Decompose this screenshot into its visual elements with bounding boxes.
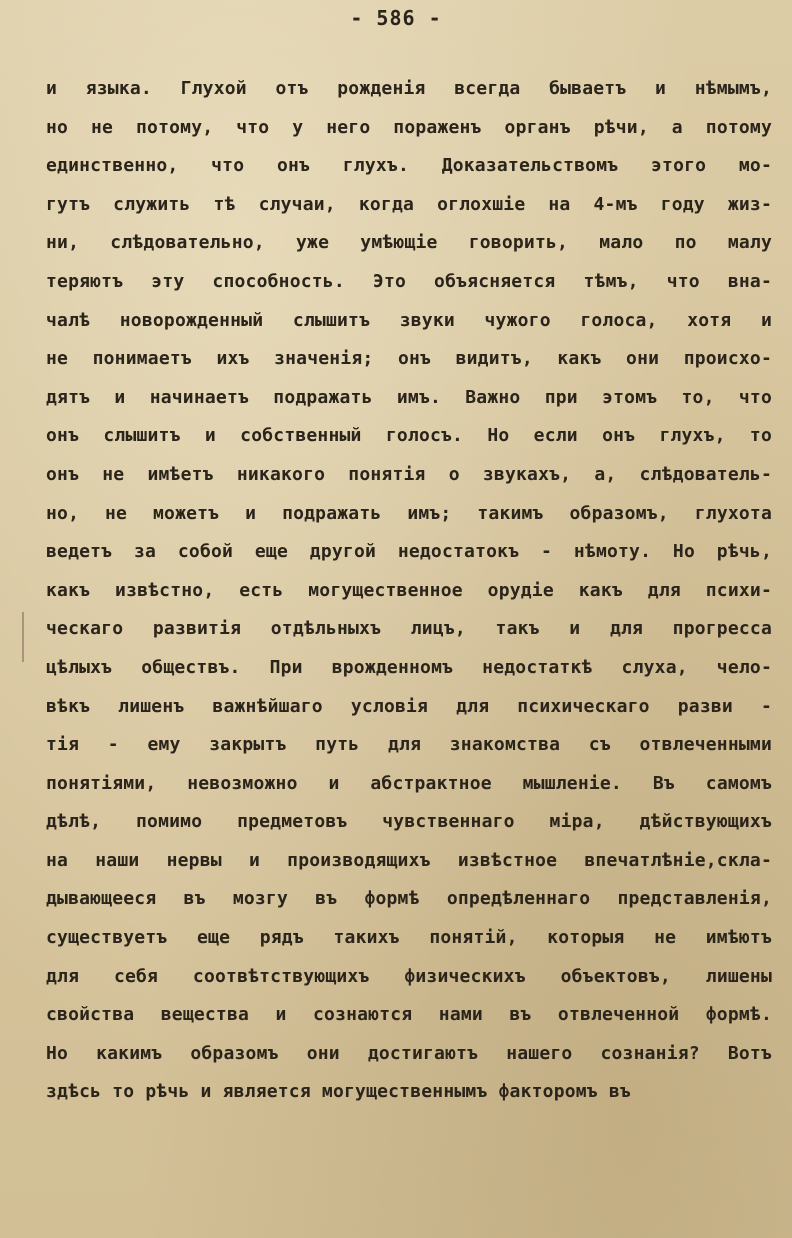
text-line: чалѣ новорожденный слышитъ звуки чужого голоса, хотя и: [46, 309, 772, 331]
body-text: [46, 70, 772, 1112]
text-line: свойства вещества и сознаются нами въ отвлеченной формѣ.: [46, 1004, 772, 1026]
text-line: единственно, что онъ глухъ. Доказательствомъ этого мо-: [46, 155, 772, 177]
text-line: ведетъ за собой еще другой недостатокъ - нѣмоту. Но рѣчь,: [46, 541, 772, 563]
text-line: ни, слѣдовательно, уже умѣющіе говорить, мало по малу: [46, 232, 772, 254]
page-number: - 586 -: [350, 6, 442, 30]
text-line: онъ слышитъ и собственный голосъ. Но если онъ глухъ, то: [46, 425, 772, 447]
text-line: вѣкъ лишенъ важнѣйшаго условія для психическаго разви -: [46, 695, 772, 717]
text-line: но не потому, что у него пораженъ органъ рѣчи, а потому: [46, 116, 772, 138]
text-line: цѣлыхъ обществъ. При врожденномъ недостаткѣ слуха, чело-: [46, 656, 772, 678]
text-line: не понимаетъ ихъ значенія; онъ видитъ, какъ они происхо-: [46, 348, 772, 370]
text-line: дѣлѣ, помимо предметовъ чувственнаго міра, дѣйствующихъ: [46, 811, 772, 833]
margin-mark: [22, 612, 24, 662]
text-line: здѣсь то рѣчь и является могущественнымъ факторомъ въ: [46, 1081, 631, 1103]
text-line: для себя соотвѣтствующихъ физическихъ объектовъ, лишены: [46, 965, 772, 987]
text-line: теряютъ эту способность. Это объясняется тѣмъ, что вна-: [46, 270, 772, 292]
text-line: дятъ и начинаетъ подражать имъ. Важно при этомъ то, что: [46, 386, 772, 408]
text-line: ческаго развитія отдѣльныхъ лицъ, такъ и для прогресса: [46, 618, 772, 640]
text-line: существуетъ еще рядъ такихъ понятій, которыя не имѣютъ: [46, 927, 772, 949]
text-line: онъ не имѣетъ никакого понятія о звукахъ, а, слѣдователь-: [46, 463, 772, 485]
text-line: и языка. Глухой отъ рожденія всегда бываетъ и нѣмымъ,: [46, 78, 772, 99]
text-line: какъ извѣстно, есть могущественное орудіе какъ для психи-: [46, 579, 772, 601]
text-line: но, не можетъ и подражать имъ; такимъ образомъ, глухота: [46, 502, 772, 524]
text-line: дывающееся въ мозгу въ формѣ опредѣленнаго представленія,: [46, 888, 772, 910]
text-line: понятіями, невозможно и абстрактное мышленіе. Въ самомъ: [46, 772, 772, 794]
text-line: гутъ служить тѣ случаи, когда оглохшіе на 4-мъ году жиз-: [46, 193, 772, 215]
text-line: на наши нервы и производящихъ извѣстное впечатлѣніе,скла-: [46, 849, 772, 871]
text-line: тія - ему закрытъ путь для знакомства съ отвлеченными: [46, 734, 772, 756]
text-line: Но какимъ образомъ они достигаютъ нашего сознанія? Вотъ: [46, 1042, 772, 1064]
